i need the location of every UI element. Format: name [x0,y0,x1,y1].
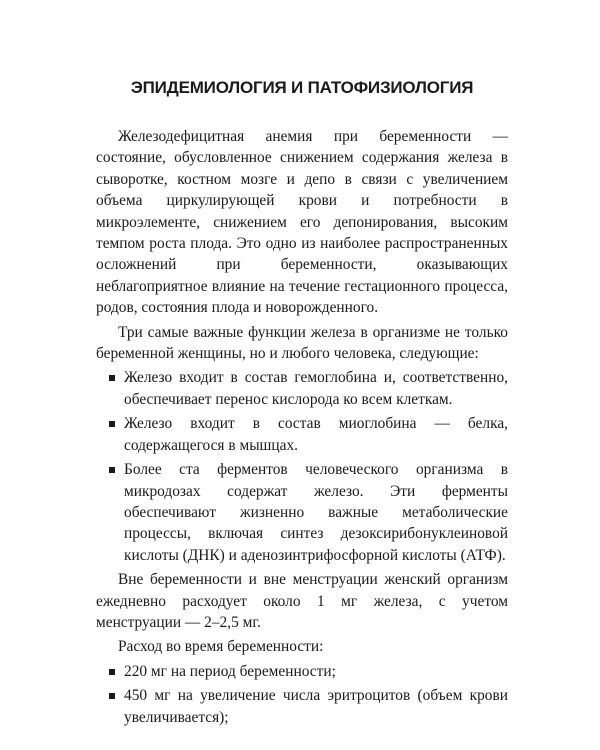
list-item [96,459,508,566]
section-heading: ЭПИДЕМИОЛОГИЯ И ПАТОФИЗИОЛОГИЯ [130,78,474,97]
square-bullet-icon [109,693,115,699]
document-page [96,78,508,728]
list-item-text: 220 мг на период беременности; [124,662,336,680]
square-bullet-icon [109,421,115,427]
list-item-text: 450 мг на увеличение числа эритроцитов (объем крови увеличивается); [124,687,508,726]
list-item [96,661,508,682]
paragraph-definition: Железодефицитная анемия при беременности — состояние, обусловленное снижением содержания железа в сыворотке, костном мозге и депо в связи с увеличением объема циркулирующей крови и потребности в микроэлементе, снижением его депонирования, высоким темпом роста плода. Это одно из наиболее распространенных осложнений при беременности, оказывающих неблагоприятное влияние на течение гестационного процесса, родов, состояния плода и новорожденного. [96,128,508,317]
list-item [96,367,508,410]
expenditure-list [96,661,508,728]
square-bullet-icon [109,467,115,473]
list-item-text: Железо входит в состав гемоглобина и, соответственно, обеспечивает перенос кислорода ко всем клеткам. [124,369,508,408]
list-item [96,685,508,728]
list-item-text: Железо входит в состав миоглобина — белка, содержащегося в мышцах. [124,415,508,454]
paragraph-functions-intro: Три самые важные функции железа в организме не только беременной женщины, но и любого человека, следующие: [96,323,508,363]
square-bullet-icon [109,669,115,675]
list-item-text: Более ста ферментов человеческого организма в микродозах содержат железо. Эти ферменты обеспечивают жизненно важные метаболические процессы, включая синтез дезоксирибонуклеиновой кислоты (ДНК) и аденозинтрифосфорной кислоты (АТФ). [124,461,508,564]
paragraph-pregnancy-consumption: Расход во время беременности: [118,638,324,656]
functions-list [96,367,508,566]
list-item [96,413,508,456]
paragraph-daily-consumption: Вне беременности и вне менструации женский организм ежедневно расходует около 1 мг железа, с учетом менструации — 2–2,5 мг. [96,571,508,631]
square-bullet-icon [109,375,115,381]
